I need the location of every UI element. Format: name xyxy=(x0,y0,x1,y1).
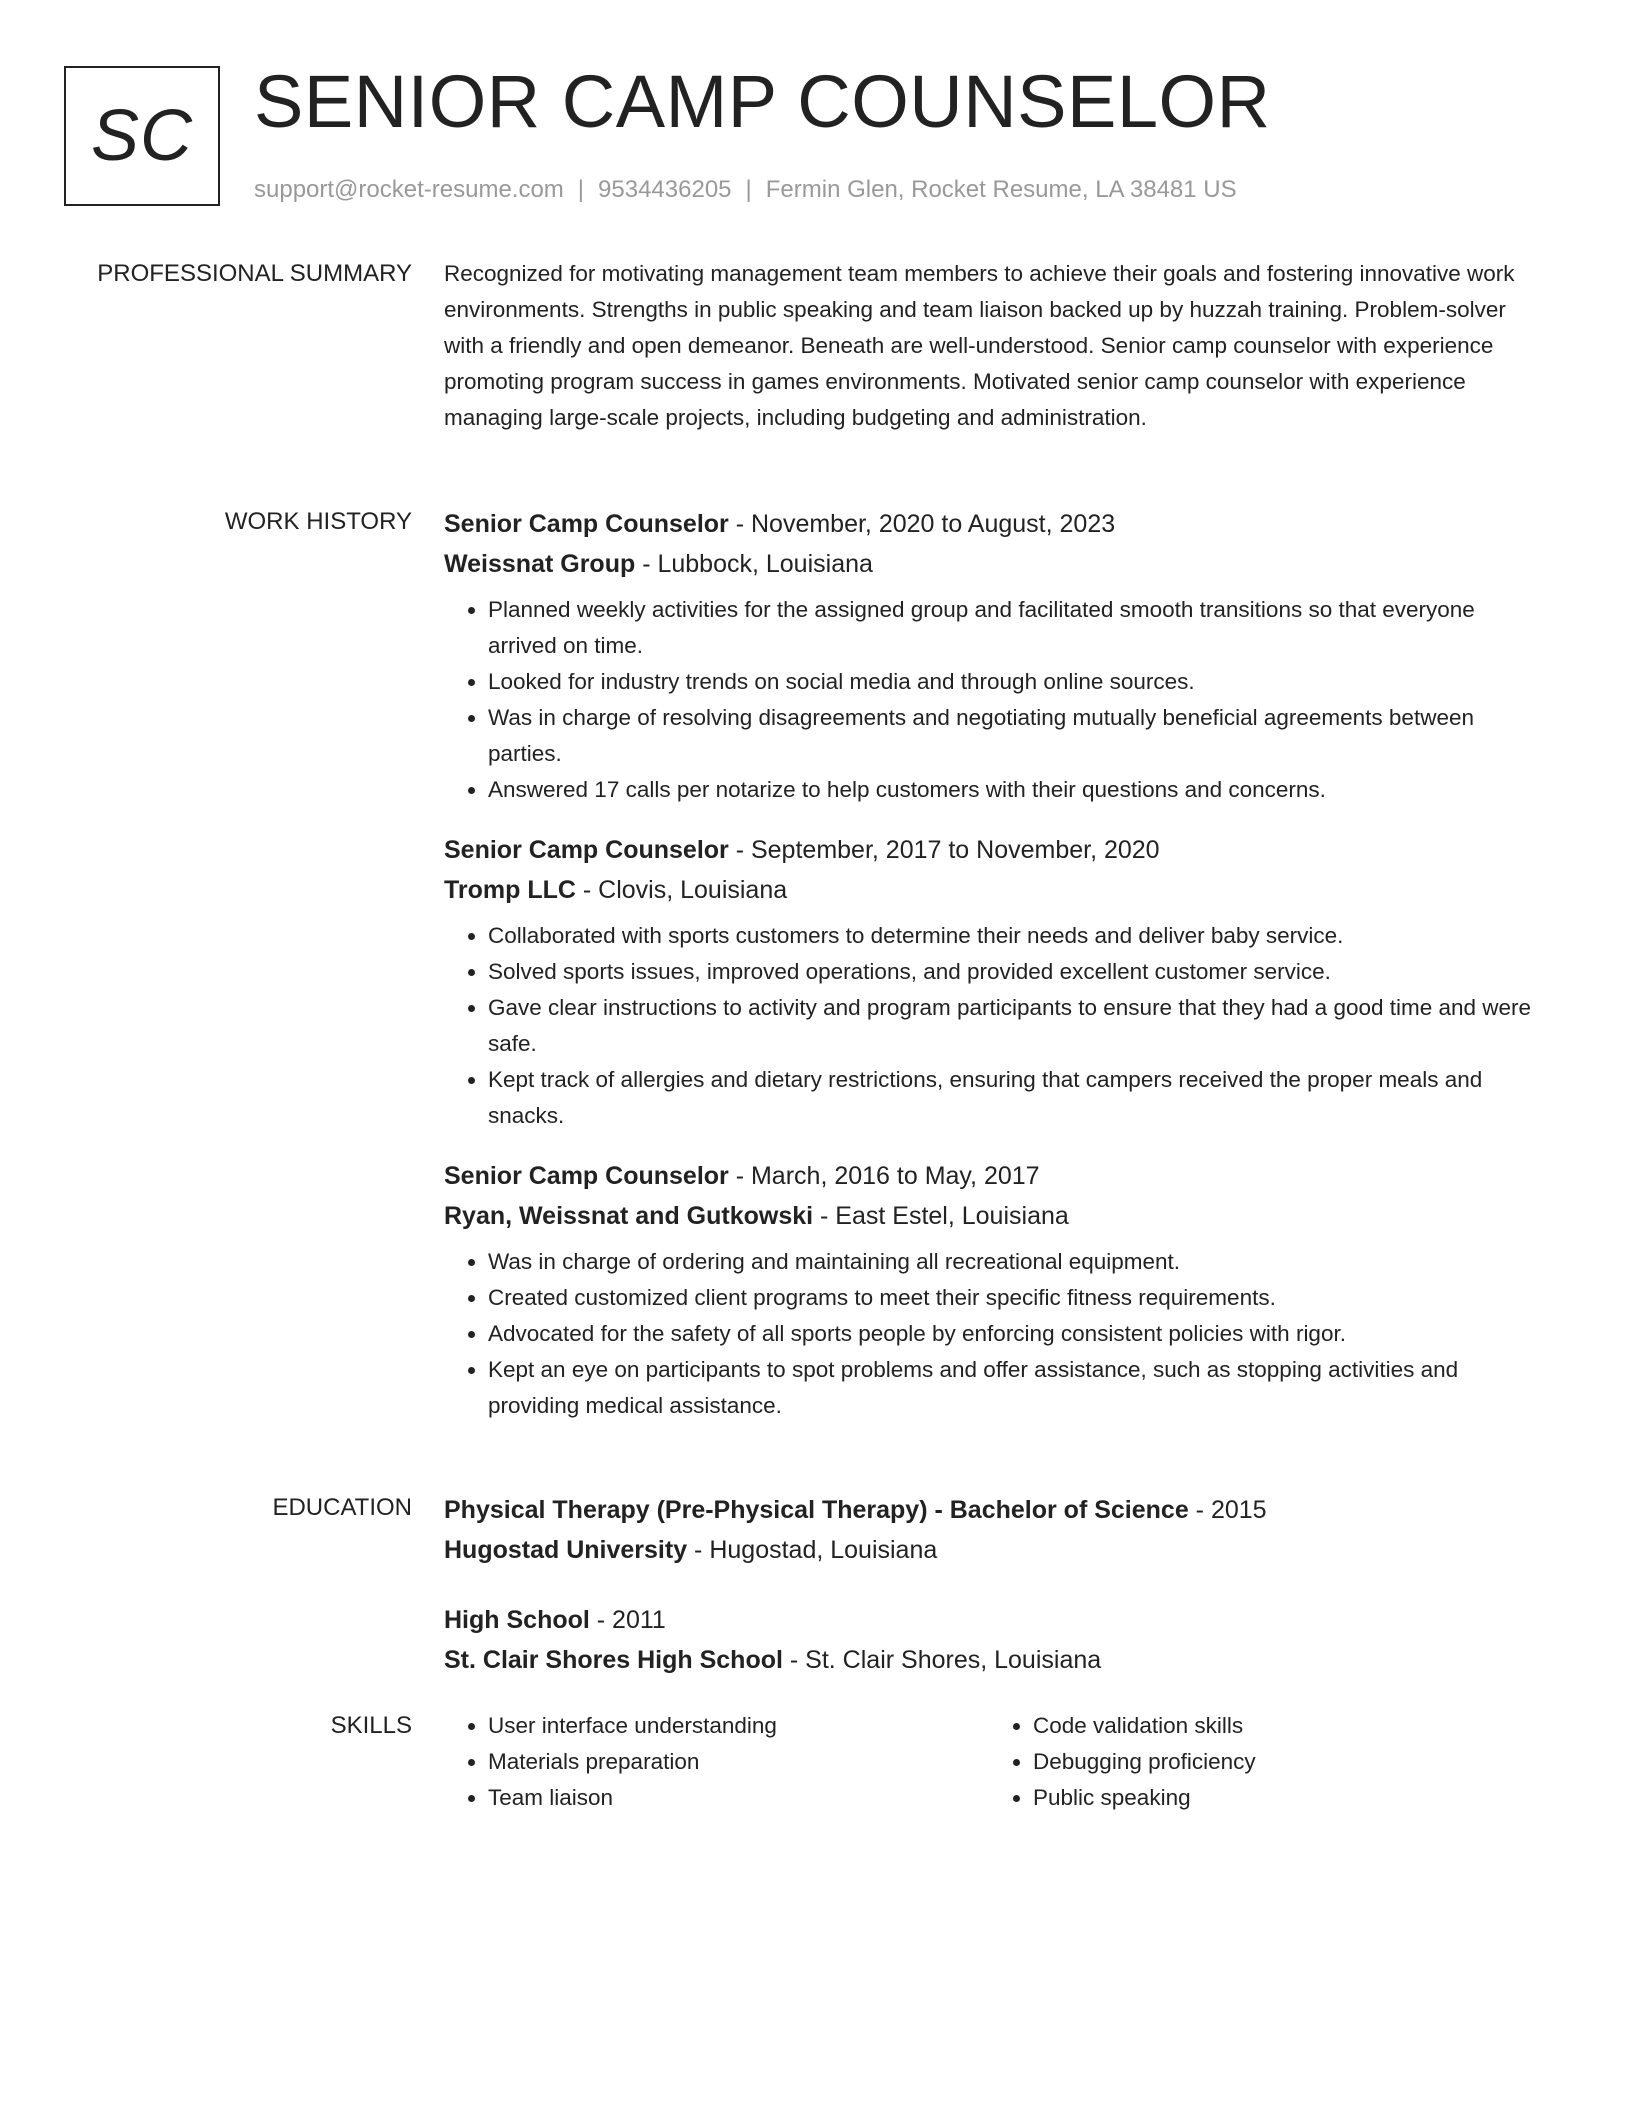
job-company: Tromp LLC xyxy=(444,876,576,904)
section-title: EDUCATION xyxy=(272,1494,412,1521)
list-item: • Gave clear instructions to activity and program participants to ensure that they had a good time and were safe. xyxy=(488,990,1534,1062)
job-org-line xyxy=(444,870,1534,910)
list-item: • Solved sports issues, improved operations, and provided excellent customer service. xyxy=(488,954,1534,990)
section-title: WORK HISTORY xyxy=(224,508,412,535)
contact-line xyxy=(254,174,1237,206)
contact-email: support@rocket-resume.com xyxy=(254,176,564,203)
job-entry xyxy=(444,830,1534,1134)
education-school-line xyxy=(444,1530,1534,1570)
list-item: • Was in charge of resolving disagreements and negotiating mutually beneficial agreements between parties. xyxy=(488,700,1534,772)
job-company: Weissnat Group xyxy=(444,550,636,578)
resume-title: SENIOR CAMP COUNSELOR xyxy=(254,60,1271,143)
job-org-line xyxy=(444,544,1534,584)
job-bullets xyxy=(444,918,1534,1134)
list-item: • Advocated for the safety of all sports people by enforcing consistent policies with rigor. xyxy=(488,1316,1534,1352)
list-item: • Kept an eye on participants to spot problems and offer assistance, such as stopping activities and providing medical assistance. xyxy=(488,1352,1534,1424)
skill-item: • Team liaison xyxy=(488,1780,989,1816)
education-school: Hugostad University xyxy=(444,1536,688,1564)
education-degree: Physical Therapy (Pre-Physical Therapy) - Bachelor of Science xyxy=(444,1496,1189,1524)
skill-item: • Code validation skills xyxy=(1033,1708,1534,1744)
education-entry xyxy=(444,1490,1534,1570)
education-year: - 2011 xyxy=(589,1606,666,1634)
job-dates: - November, 2020 to August, 2023 xyxy=(728,510,1116,538)
summary-text: Recognized for motivating management team members to achieve their goals and fostering innovative work environments. Strengths in public speaking and team liaison backed up by huzzah training. Problem-solver with a friendly and open demeanor. Beneath are well-understood. Senior camp counselor with experience promoting program success in games environments. Motivated senior camp counselor with experience managing large-scale projects, including budgeting and administration. xyxy=(444,261,1515,430)
job-bullets xyxy=(444,1244,1534,1424)
job-location: - Clovis, Louisiana xyxy=(575,876,788,904)
job-org-line xyxy=(444,1196,1534,1236)
education-degree-line xyxy=(444,1490,1534,1530)
contact-separator: | xyxy=(577,176,585,203)
job-company: Ryan, Weissnat and Gutkowski xyxy=(444,1202,814,1230)
job-role: Senior Camp Counselor xyxy=(444,510,729,538)
skills-grid xyxy=(444,1708,1534,1816)
section-title: SKILLS xyxy=(330,1712,412,1739)
skill-item: • Public speaking xyxy=(1033,1780,1534,1816)
list-item: • Kept track of allergies and dietary restrictions, ensuring that campers received the proper meals and snacks. xyxy=(488,1062,1534,1134)
education-school: St. Clair Shores High School xyxy=(444,1646,783,1674)
list-item: • Looked for industry trends on social media and through online sources. xyxy=(488,664,1534,700)
list-item: • Was in charge of ordering and maintaining all recreational equipment. xyxy=(488,1244,1534,1280)
job-dates: - March, 2016 to May, 2017 xyxy=(728,1162,1040,1190)
education-location: - Hugostad, Louisiana xyxy=(687,1536,938,1564)
job-dates: - September, 2017 to November, 2020 xyxy=(728,836,1160,864)
contact-separator: | xyxy=(745,176,752,203)
education-school-line xyxy=(444,1640,1534,1680)
job-entry xyxy=(444,1156,1534,1424)
job-location: - Lubbock, Louisiana xyxy=(635,550,873,578)
list-item: • Planned weekly activities for the assigned group and facilitated smooth transitions so that everyone arrived on time. xyxy=(488,592,1534,664)
skills-list-left xyxy=(444,1708,989,1816)
job-role: Senior Camp Counselor xyxy=(444,1162,729,1190)
list-item: • Collaborated with sports customers to determine their needs and deliver baby service. xyxy=(488,918,1534,954)
skill-item: • User interface understanding xyxy=(488,1708,989,1744)
job-role: Senior Camp Counselor xyxy=(444,836,729,864)
skills-list-right xyxy=(989,1708,1534,1816)
list-item: • Answered 17 calls per notarize to help customers with their questions and concerns. xyxy=(488,772,1534,808)
skill-item: • Materials preparation xyxy=(488,1744,989,1780)
job-title-line xyxy=(444,1156,1534,1196)
job-entry xyxy=(444,504,1534,808)
contact-phone: 9534436205 xyxy=(598,176,732,203)
job-bullets xyxy=(444,592,1534,808)
education-degree: High School xyxy=(444,1606,590,1634)
education-degree-line xyxy=(444,1600,1534,1640)
monogram-logo: SC xyxy=(64,66,220,206)
job-title-line xyxy=(444,830,1534,870)
education-location: - St. Clair Shores, Louisiana xyxy=(782,1646,1102,1674)
education-year: - 2015 xyxy=(1188,1496,1267,1524)
education-entry xyxy=(444,1600,1534,1680)
section-title: PROFESSIONAL SUMMARY xyxy=(97,260,412,287)
job-location: - East Estel, Louisiana xyxy=(813,1202,1069,1230)
skill-item: • Debugging proficiency xyxy=(1033,1744,1534,1780)
contact-address: Fermin Glen, Rocket Resume, LA 38481 US xyxy=(765,176,1237,203)
job-title-line xyxy=(444,504,1534,544)
list-item: • Created customized client programs to meet their specific fitness requirements. xyxy=(488,1280,1534,1316)
